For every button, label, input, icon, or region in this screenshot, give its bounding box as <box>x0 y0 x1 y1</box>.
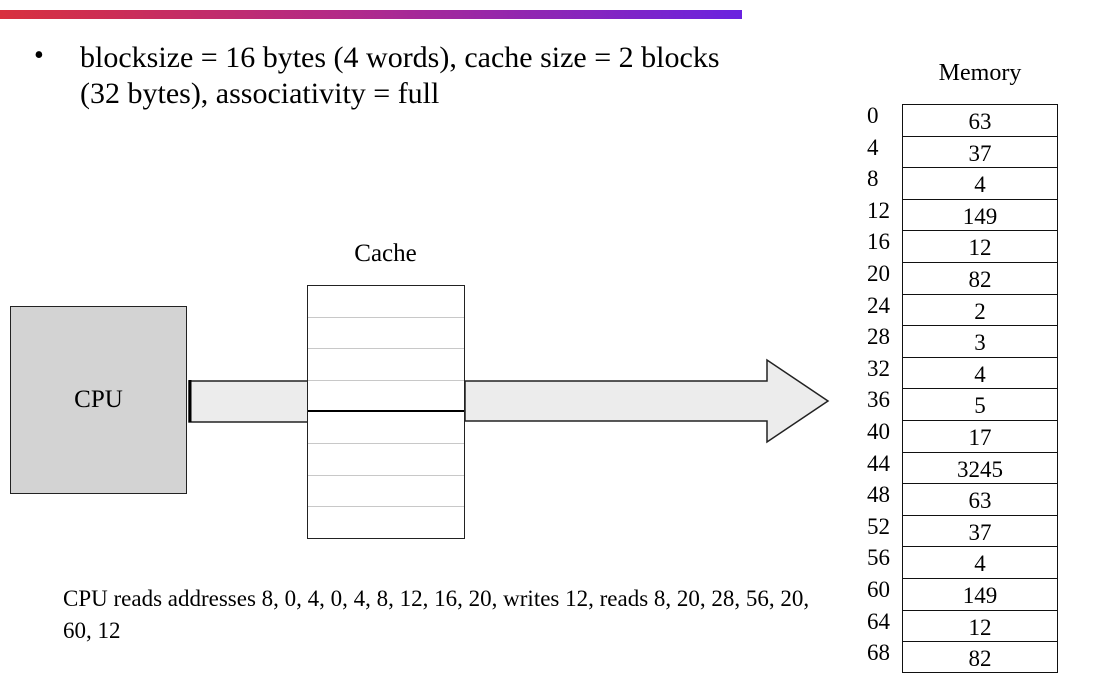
memory-value: 12 <box>902 610 1058 642</box>
memory-value: 12 <box>902 230 1058 262</box>
memory-row <box>867 199 1059 231</box>
cpu-cache-connector <box>189 381 309 422</box>
cache-memory-arrow <box>465 360 828 442</box>
memory-row <box>867 483 1059 515</box>
memory-address: 68 <box>867 640 890 666</box>
memory-address: 64 <box>867 608 890 634</box>
memory-row <box>867 420 1059 452</box>
memory-row <box>867 357 1059 389</box>
memory-address: 52 <box>867 513 890 539</box>
memory-address: 8 <box>867 166 879 192</box>
memory-table <box>867 104 1059 673</box>
memory-value: 4 <box>902 167 1058 199</box>
memory-row <box>867 641 1059 673</box>
cache-line <box>308 444 464 476</box>
memory-row <box>867 230 1059 262</box>
cache-line <box>308 507 464 539</box>
cpu-label: CPU <box>74 386 123 413</box>
memory-address: 24 <box>867 292 890 318</box>
memory-value: 5 <box>902 388 1058 420</box>
memory-value: 3245 <box>902 452 1058 484</box>
cache-box <box>307 285 465 539</box>
memory-value: 63 <box>902 104 1058 136</box>
memory-address: 4 <box>867 134 879 160</box>
memory-value: 4 <box>902 546 1058 578</box>
cache-title: Cache <box>354 240 417 267</box>
memory-value: 3 <box>902 325 1058 357</box>
memory-address: 16 <box>867 229 890 255</box>
memory-address: 12 <box>867 197 890 223</box>
memory-address: 32 <box>867 355 890 381</box>
memory-row <box>867 452 1059 484</box>
memory-value: 149 <box>902 578 1058 610</box>
memory-address: 60 <box>867 576 890 602</box>
memory-address: 0 <box>867 103 879 128</box>
memory-value: 82 <box>902 641 1058 673</box>
memory-row <box>867 136 1059 168</box>
memory-value: 17 <box>902 420 1058 452</box>
memory-address: 20 <box>867 260 890 286</box>
memory-value: 63 <box>902 483 1058 515</box>
cache-line <box>308 349 464 381</box>
bullet-text: blocksize = 16 bytes (4 words), cache size = 2 blocks (32 bytes), associativity = full <box>80 41 720 110</box>
cache-line <box>308 476 464 508</box>
memory-row <box>867 515 1059 547</box>
memory-row <box>867 578 1059 610</box>
memory-value: 82 <box>902 262 1058 294</box>
memory-row <box>867 167 1059 199</box>
memory-address: 36 <box>867 387 890 413</box>
memory-row <box>867 104 1059 136</box>
memory-row <box>867 294 1059 326</box>
cache-line <box>308 286 464 318</box>
access-sequence-caption: CPU reads addresses 8, 0, 4, 0, 4, 8, 12, 16, 20, writes 12, reads 8, 20, 28, 56, 20, 60, 12 <box>63 586 810 643</box>
memory-row <box>867 610 1059 642</box>
memory-value: 37 <box>902 136 1058 168</box>
memory-address: 56 <box>867 545 890 571</box>
memory-value: 149 <box>902 199 1058 231</box>
memory-row <box>867 325 1059 357</box>
memory-value: 2 <box>902 294 1058 326</box>
cache-line <box>308 381 464 413</box>
memory-value: 4 <box>902 357 1058 389</box>
memory-title: Memory <box>938 60 1022 86</box>
memory-address: 44 <box>867 450 890 476</box>
memory-address: 48 <box>867 482 890 508</box>
memory-value: 37 <box>902 515 1058 547</box>
bullet-marker: • <box>34 40 44 71</box>
memory-address: 40 <box>867 418 890 444</box>
cache-line <box>308 318 464 350</box>
memory-row <box>867 546 1059 578</box>
cpu-box <box>10 306 187 494</box>
memory-row <box>867 388 1059 420</box>
memory-row <box>867 262 1059 294</box>
memory-address: 28 <box>867 324 890 350</box>
cache-line <box>308 412 464 444</box>
